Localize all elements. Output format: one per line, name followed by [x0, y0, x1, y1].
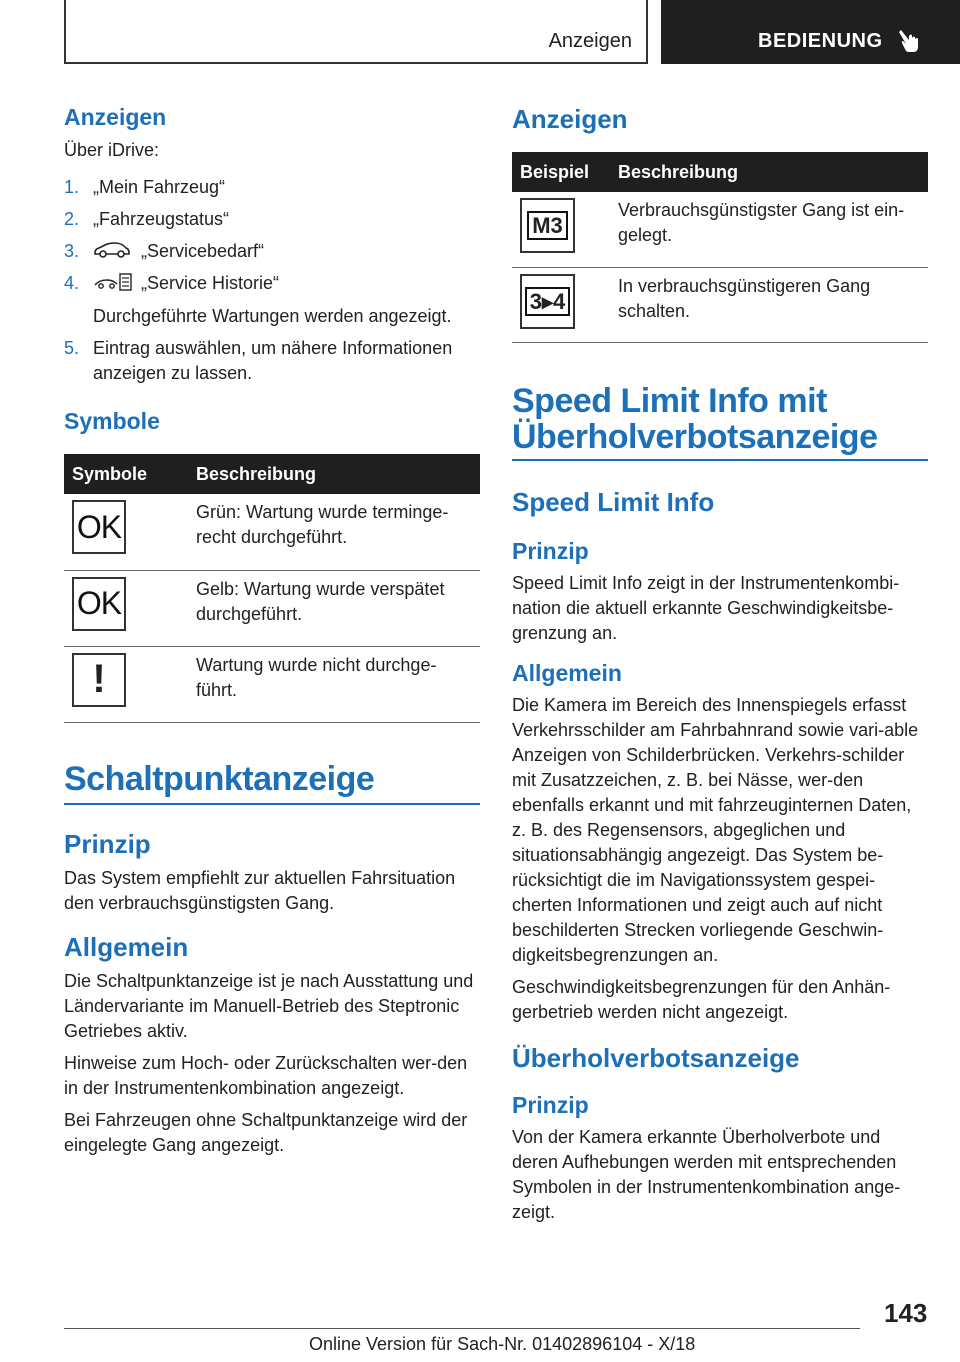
- table-cell: Wartung wurde nicht durchge-führt.: [188, 646, 480, 722]
- table-header: Beschreibung: [610, 152, 928, 192]
- table-header: Beschreibung: [188, 454, 480, 494]
- header-section-label: Anzeigen: [548, 30, 632, 52]
- list-item: 1. „Mein Fahrzeug“: [64, 177, 226, 197]
- gear-m3-icon: M3: [520, 198, 575, 253]
- sli-prinzip-text: Speed Limit Info zeigt in der Instrumentenkombi-nation die aktuell erkannte Geschwindigkeitsbe-grenzung an.: [512, 572, 900, 643]
- table-header: Beispiel: [512, 152, 610, 192]
- ueber-prinzip-heading: Prinzip: [512, 1091, 589, 1118]
- pointing-hand-icon: [897, 28, 923, 54]
- header-section-tab: [64, 0, 648, 64]
- speed-limit-info-heading: Speed Limit Info: [512, 486, 715, 517]
- page-number: 143: [884, 1298, 928, 1328]
- sli-allgemein-p1: Die Kamera im Bereich des Innenspiegels erfasst Verkehrsschilder am Fahrbahnrand sowie vari-able Anzeigen von Schilderbrücken. Verkehrs-schilder mit Zusatzzeichen, z. B. bei Nässe, wer-den ebenfalls erkannt und mit fahrzeuginternen Daten, z. B. des Regensensors, abgeglichen und situationsabhängig angezeigt. Das System be-rücksichtigt die im Navigationssystem gespei-cherten Informationen und zeigt auch auf nicht beschilderten Strecken vorliegende Geschwin-digkeitsbegrenzungen an.: [512, 694, 919, 965]
- upshift-3-4-icon: 3▸4: [520, 274, 575, 329]
- ueberholverbot-heading: Überholverbotsanzeige: [512, 1042, 800, 1073]
- ok-green-icon: OK: [72, 500, 126, 554]
- list-item: 5. Eintrag auswählen, um nähere Informationen anzeigen zu lassen.: [64, 338, 453, 383]
- header-chapter-tab: [661, 0, 960, 64]
- table-row: [512, 192, 928, 267]
- car-service-icon: [93, 241, 131, 259]
- footer-divider: [64, 1328, 860, 1329]
- sli-allgemein-p2: Geschwindigkeitsbegrenzungen für den Anhän-gerbetrieb werden nicht angezeigt.: [512, 976, 891, 1022]
- anzeigen-heading-left: Anzeigen: [64, 104, 167, 130]
- table-cell: Verbrauchsgünstigster Gang ist ein-gelegt.: [610, 192, 928, 267]
- right-column: [512, 101, 928, 1225]
- table-cell: In verbrauchsgünstigeren Gang schalten.: [610, 267, 928, 342]
- table-header: Symbole: [64, 454, 188, 494]
- allgemein-p2: Hinweise zum Hoch- oder Zurückschalten wer-den in der Instrumentenkombination angezeigt.: [64, 1052, 468, 1098]
- allgemein-p1: Die Schaltpunktanzeige ist je nach Ausstattung und Ländervariante im Manuell-Betrieb des Steptronic Getriebes aktiv.: [64, 970, 474, 1041]
- sli-allgemein-heading: Allgemein: [512, 659, 622, 686]
- table-row: [64, 570, 480, 646]
- idrive-intro: Über iDrive:: [64, 140, 160, 160]
- left-column: [64, 100, 480, 1158]
- ok-yellow-icon: OK: [72, 577, 126, 631]
- list-item: 2. „Fahrzeugstatus“: [64, 209, 230, 229]
- table-row: [512, 267, 928, 342]
- sli-prinzip-heading: Prinzip: [512, 537, 589, 564]
- ueber-prinzip-text: Von der Kamera erkannte Überholverbote und deren Aufhebungen werden mit entsprechenden Symbolen in der Instrumentenkombination ange-zeigt.: [512, 1126, 901, 1222]
- table-row: [64, 494, 480, 570]
- table-cell: Grün: Wartung wurde terminge-recht durchgeführt.: [188, 494, 480, 570]
- table-row: [64, 646, 480, 722]
- symbol-table: [64, 454, 480, 723]
- list-item: 3. „Servicebedarf“: [64, 241, 265, 261]
- table-cell: Gelb: Wartung wurde verspätet durchgeführt.: [188, 570, 480, 646]
- symbole-heading: Symbole: [64, 408, 160, 434]
- example-table: [512, 152, 928, 343]
- prinzip-text-left: Das System empfiehlt zur aktuellen Fahrsituation den verbrauchsgünstigsten Gang.: [64, 867, 456, 913]
- exclamation-icon: !: [72, 653, 126, 707]
- speed-limit-main-heading: Speed Limit Info mit Überholverbotsanzeige: [512, 383, 928, 461]
- service-history-icon: [93, 272, 133, 292]
- allgemein-heading-left: Allgemein: [64, 931, 189, 962]
- prinzip-heading-left: Prinzip: [64, 828, 151, 859]
- list-item: 4. „Service Historie“ Durchgeführte Wartungen werden angezeigt.: [64, 271, 480, 329]
- anzeigen-heading-right: Anzeigen: [512, 104, 628, 134]
- steps-list: [64, 175, 480, 386]
- allgemein-p3: Bei Fahrzeugen ohne Schaltpunktanzeige wird der eingelegte Gang angezeigt.: [64, 1109, 468, 1155]
- step-sub-note: Durchgeführte Wartungen werden angezeigt.: [93, 306, 452, 326]
- online-version-note: Online Version für Sach-Nr. 01402896104 - X/18: [309, 1334, 696, 1354]
- header-chapter-label: BEDIENUNG: [758, 30, 883, 52]
- schaltpunkt-heading: Schaltpunktanzeige: [64, 761, 480, 805]
